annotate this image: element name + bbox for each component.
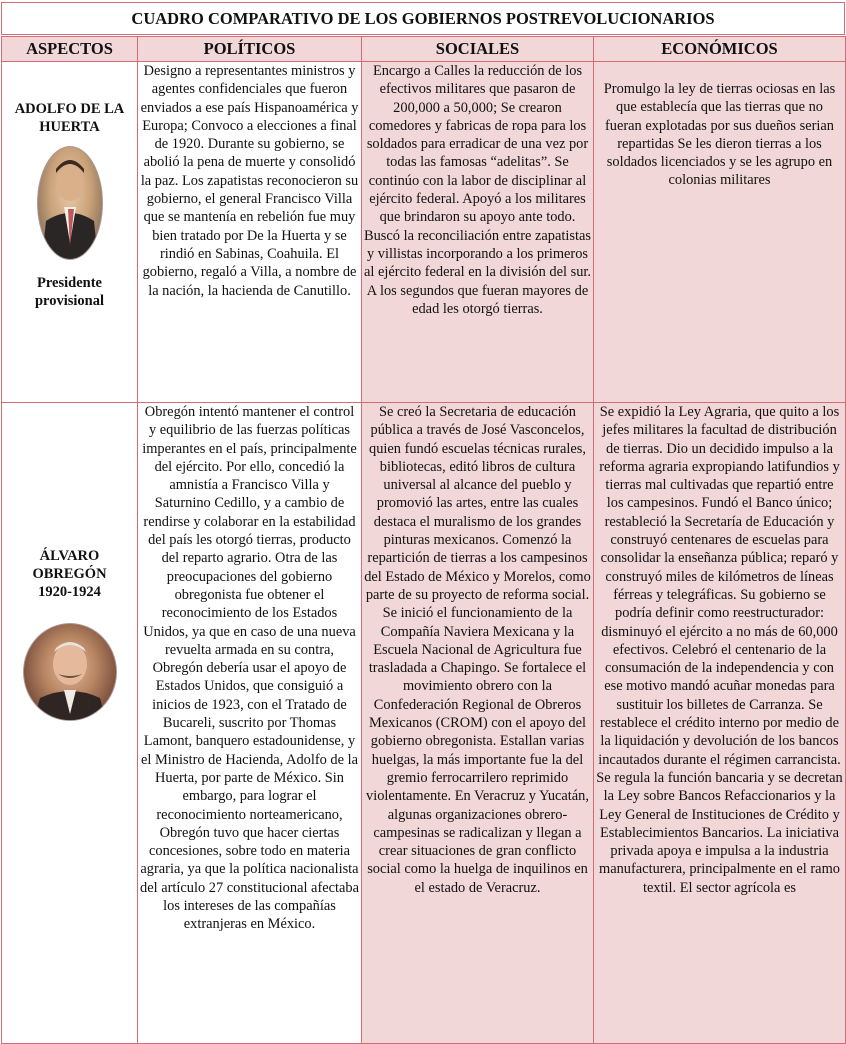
economicos-cell	[594, 62, 846, 403]
table-row	[2, 403, 846, 1044]
header-politicos: POLÍTICOS	[138, 37, 362, 62]
header-aspectos: ASPECTOS	[2, 37, 138, 62]
economicos-text: Promulgo la ley de tierras ociosas en las que establecía que las tierras que no fueran explotadas por sus dueños serian repartidas Se les dieron tierras a los soldados licenciados y se les agrupo en colonias militares	[603, 81, 836, 189]
sociales-text: Se creó la Secretaria de educación pública a través de José Vasconcelos, quien fundó escuelas técnicas rurales, bibliotecas, editó libros de cultura universal al alcance del pueblo y promovió las artes, entre las cuales destaca el muralismo de los grandes pinturas mexicanos. Comenzó la repartición de tierras a los campesinos del Estado de México y Morelos, como parte de su proyecto de reforma social. Se inició el funcionamiento de la Compañía Naviera Mexicana y la Escuela Nacional de Agricultura fue trasladada a Chapingo. Se fortalece el movimiento obrero con la Confederación Regional de Obreros Mexicanos (CROM) con el apoyo del gobierno obregonista. Estallan varias huelgas, la más importante fue la del gremio ferrocarrilero reprimido violentamente. En Veracruz y Yucatán, algunas organizaciones obrero- campesinas se radicalizan y llegan a crear situaciones de gran conflicto social como la huelga de inquilinos en el estado de Veracruz.	[364, 404, 591, 896]
sociales-cell	[362, 403, 594, 1044]
comparison-table	[1, 36, 846, 1044]
politicos-cell	[138, 403, 362, 1044]
economicos-cell	[594, 403, 846, 1044]
header-sociales: SOCIALES	[362, 37, 594, 62]
president-period: 1920-1924	[38, 584, 101, 600]
economicos-text: Se expidió la Ley Agraria, que quito a los jefes militares la facultad de distribución de tierras. Dio un decidido impulso a la reforma agraria expropiando latifundios y tierras mal cultivadas que repartió entre los campesinos. Fundó el Banco único; restableció la Secretaría de Educación y construyó centenares de escuelas para consolidar la enseñanza pública; reparó y construyó miles de kilómetros de líneas férreas y telegráficas. Su gobierno se podría definir como reestructurador: disminuyó el ejército a no más de 60,000 efectivos. Celebró el centenario de la consumación de la independencia y con ese motivo mandó acuñar monedas para sustituir los billetes de Carranza. Se restablece el crédito interno por medio de la liquidación y devolución de los bancos incautados durante el régimen carrancista. Se regula la función bancaria y se decretan la Ley sobre Bancos Refaccionarios y la Ley General de Instituciones de Crédito y Establecimientos Bancarios. La iniciativa privada apoya e impulsa a la industria manufacturera, principalmente en el ramo textil. El sector agrícola es	[596, 404, 843, 896]
president-name: ÁLVARO OBREGÓN	[32, 548, 107, 582]
portrait-image	[37, 146, 103, 260]
sociales-cell	[362, 62, 594, 403]
sociales-text: Encargo a Calles la reducción de los efectivos militares que pasaron de 200,000 a 50,000; Se crearon comedores y fabricas de ropa para los soldados para erradicar de una vez por todas las famosas “adelitas”. Se continúo con la labor de disciplinar al ejército federal. Apoyó a los militares que brindaron su apoyo ante todo. Buscó la reconciliación entre zapatistas y villistas incorporando a los primeros al ejército federal en la división del sur. A los segundos que fueran mayores de edad les otorgó tierras.	[364, 63, 591, 317]
politicos-cell	[138, 62, 362, 403]
header-row	[2, 37, 846, 62]
portrait-figure-icon	[38, 147, 102, 259]
aspect-cell	[2, 403, 138, 1044]
table-row	[2, 62, 846, 403]
president-name: ADOLFO DE LA HUERTA	[14, 101, 125, 135]
aspect-cell	[2, 62, 138, 403]
portrait-figure-icon	[24, 624, 116, 720]
table-title: CUADRO COMPARATIVO DE LOS GOBIERNOS POSTREVOLUCIONARIOS	[1, 2, 845, 35]
portrait-image	[23, 623, 117, 721]
politicos-text: Designo a representantes ministros y agentes confidenciales que fueron enviados a ese país Hispanoamérica y Europa; Convoco a elecciones a final de 1920. Durante su gobierno, se abolió la pena de muerte y consolidó la paz. Los zapatistas reconocieron su gobierno, el general Francisco Villa que se mantenía en rebelión fue muy bien tratado por De la Huerta y se rindió en Sabinas, Coahuila. El gobierno, regaló a Villa, a nombre de la nación, la hacienda de Canutillo.	[140, 63, 359, 299]
politicos-text: Obregón intentó mantener el control y equilibrio de las fuerzas políticas imperantes en el país, principalmente del ejército. Por ello, concedió la amnistía a Francisco Villa y Saturnino Cedillo, y a cambio de rendirse y colaborar en la estabilidad del país les otorgó tierras, producto del reparto agrario. Otra de las preocupaciones del gobierno obregonista fue obtener el reconocimiento de los Estados Unidos, ya que en caso de una nueva revuelta armada en su contra, Obregón debería usar el apoyo de Estados Unidos, que consiguió a inicios de 1923, con el Tratado de Bucareli, suscrito por Thomas Lamont, banquero estadounidense, y el Ministro de Hacienda, Adolfo de la Huerta, por parte de México. Sin embargo, para lograr el reconocimiento norteamericano, Obregón tuvo que hacer ciertas concesiones, sobre todo en materia agraria, ya que la política nacionalista del artículo 27 constitucional afectaba los intereses de las compañías extranjeras en México.	[140, 404, 359, 933]
header-economicos: ECONÓMICOS	[594, 37, 846, 62]
president-role: Presidente provisional	[34, 275, 105, 309]
